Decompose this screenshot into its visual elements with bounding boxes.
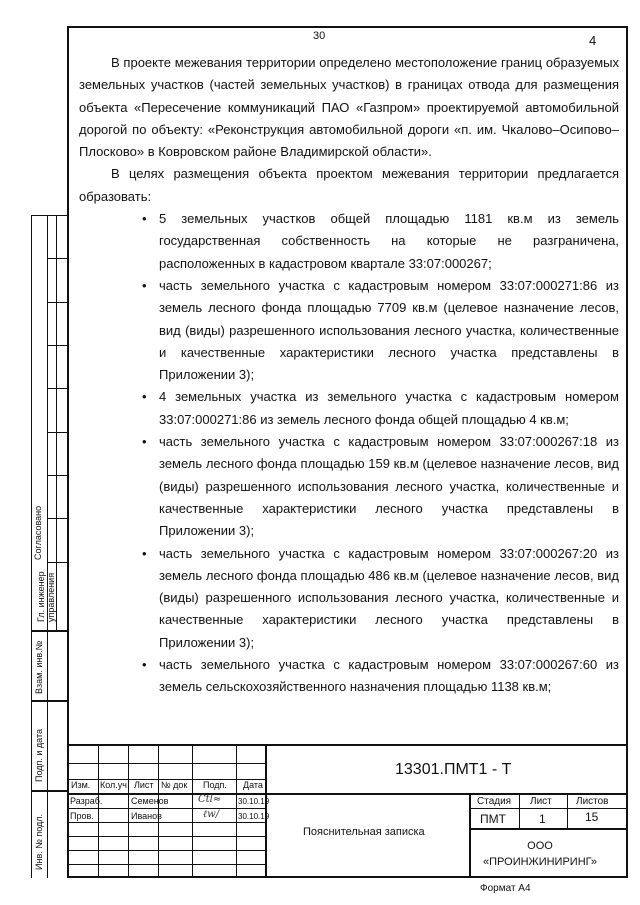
organization xyxy=(480,838,600,870)
org-line-1: ООО xyxy=(527,840,553,852)
row-checker-date: 30.10.19 xyxy=(238,812,270,821)
bullet-icon: • xyxy=(142,545,147,561)
row-developer-role: Разраб. xyxy=(70,796,103,806)
document-body xyxy=(79,52,619,699)
bullet-icon: • xyxy=(142,657,147,673)
bullet-list xyxy=(79,208,619,699)
list-item: • 4 земельных участка из земельного участка с кадастровым номером 33:07:000271:86 из земель лесного фонда общей площадью 4 кв.м; xyxy=(79,386,619,431)
paragraph-1: В проекте межевания территории определено местоположение границ образуемых земельных участков (частей земельных участков) в границах отвода для размещения объекта «Пересечение коммуникаций ПАО «Газпром» проектируемой автомобильной дорогой по объекту: «Реконструкция автомобильной дороги «п. им. Чкалово–Осипово–Плосково» в Ковровском районе Владимирской области». xyxy=(79,55,619,160)
stage-label: Стадия xyxy=(477,796,512,807)
paragraph-2: В целях размещения объекта проектом межевания территории предлагается образовать: xyxy=(79,166,619,204)
col-doc: № док xyxy=(161,780,188,790)
list-item: • часть земельного участка с кадастровым номером 33:07:000271:86 из земель лесного фонда площадью 7709 кв.м (целевое назначение лесов, вид (виды) разрешенного использования лесного участка, количественные и качественные характеристики лесного участка представлены в Приложении 3); xyxy=(79,275,619,386)
checker-signature: ℓw/ xyxy=(203,809,220,820)
bullet-icon: • xyxy=(142,434,147,450)
col-qty: Кол.уч. xyxy=(100,780,130,790)
row-checker-role: Пров. xyxy=(70,811,94,821)
page-number: 30 xyxy=(313,30,326,42)
list-item: • часть земельного участка с кадастровым номером 33:07:000267:18 из земель лесного фонда площадью 159 кв.м (целевое назначение лесов, вид (виды) разрешенного использования лесного участка, количественные и качественные характеристики лесного участка представлены в Приложении 3); xyxy=(79,431,619,542)
row-developer-date: 30.10.19 xyxy=(238,797,270,806)
bullet-icon: • xyxy=(142,389,147,405)
row-checker-name: Иванов xyxy=(131,811,162,821)
list-item: • 5 земельных участков общей площадью 1181 кв.м из земель государственная собственность на которые не разграничена, расположенных в кадастровом квартале 33:07:000267; xyxy=(79,208,619,275)
management-label: управления xyxy=(46,572,56,622)
stage-value: ПМТ xyxy=(480,812,506,826)
sheets-value: 15 xyxy=(585,810,599,824)
developer-signature: Ctl≈ xyxy=(198,794,222,805)
col-change: Изм. xyxy=(71,780,91,790)
paper-format: Формат А4 xyxy=(480,883,531,894)
col-date: Дата xyxy=(243,780,263,790)
inv-orig-label: Инв. № подл. xyxy=(34,813,44,870)
document-title: Пояснительная записка xyxy=(303,826,425,838)
row-developer-name: Семенов xyxy=(131,796,169,806)
list-item: • часть земельного участка с кадастровым номером 33:07:000267:60 из земель сельскохозяйственного назначения площадью 1138 кв.м; xyxy=(79,654,619,699)
agreed-label: Согласовано xyxy=(33,505,43,560)
col-sign: Подп. xyxy=(203,780,227,790)
sheets-label: Листов xyxy=(576,796,609,807)
sheet-number: 4 xyxy=(589,33,597,48)
list-item: • часть земельного участка с кадастровым номером 33:07:000267:20 из земель лесного фонда площадью 486 кв.м (целевое назначение лесов, вид (виды) разрешенного использования лесного участка, количественные и качественные характеристики лесного участка представлены в Приложении 3); xyxy=(79,543,619,654)
chief-engineer-label: Гл. инженер xyxy=(36,571,46,622)
replaces-inv-label: Взам. инв.№ xyxy=(34,640,44,694)
col-sheet: Лист xyxy=(134,780,154,790)
sheet-label: Лист xyxy=(530,796,552,807)
bullet-icon: • xyxy=(142,211,147,227)
sign-date-label: Подп. и дата xyxy=(34,728,44,782)
org-line-2: «ПРОИНЖИНИРИНГ» xyxy=(483,856,597,868)
document-code: 13301.ПМТ1 - Т xyxy=(395,761,512,778)
bullet-icon: • xyxy=(142,277,147,293)
sheet-value: 1 xyxy=(539,812,546,826)
